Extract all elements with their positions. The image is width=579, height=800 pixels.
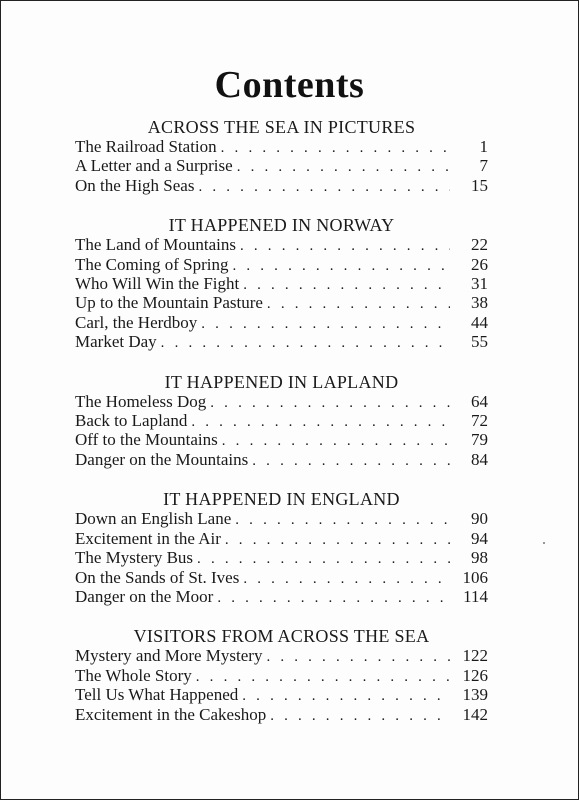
entry-title: On the High Seas bbox=[75, 175, 195, 195]
toc-section bbox=[75, 116, 488, 196]
toc-entry[interactable] bbox=[75, 647, 488, 666]
toc-entry[interactable] bbox=[75, 588, 488, 607]
page-number: 126 bbox=[462, 665, 488, 685]
table-of-contents bbox=[75, 116, 488, 743]
page-number: 44 bbox=[471, 312, 488, 332]
dot-leader bbox=[233, 159, 450, 176]
dot-leader bbox=[228, 258, 450, 275]
dot-leader bbox=[187, 414, 450, 431]
toc-entry[interactable] bbox=[75, 157, 488, 176]
page-number: 72 bbox=[471, 411, 488, 431]
toc-section bbox=[75, 214, 488, 352]
toc-entry[interactable] bbox=[75, 412, 488, 431]
section-heading: ACROSS THE SEA IN PICTURES bbox=[147, 117, 416, 137]
dot-leader bbox=[193, 551, 450, 568]
dot-leader bbox=[221, 532, 450, 549]
page-number: 64 bbox=[471, 391, 488, 411]
toc-entry[interactable] bbox=[75, 530, 488, 549]
toc-entry[interactable] bbox=[75, 451, 488, 470]
toc-entry[interactable] bbox=[75, 510, 488, 529]
entry-title: The Railroad Station bbox=[75, 137, 217, 156]
toc-section bbox=[75, 488, 488, 607]
page-number: 94 bbox=[471, 528, 488, 548]
dot-leader bbox=[248, 453, 450, 470]
entry-title: Mystery and More Mystery bbox=[75, 646, 263, 666]
dot-leader bbox=[194, 179, 450, 196]
toc-entry[interactable] bbox=[75, 314, 488, 333]
toc-entry[interactable] bbox=[75, 549, 488, 568]
toc-entry[interactable] bbox=[75, 138, 488, 157]
entry-title: Excitement in the Cakeshop bbox=[75, 704, 267, 724]
entry-title: The Coming of Spring bbox=[75, 254, 229, 274]
page-number: 26 bbox=[471, 254, 488, 274]
toc-entry[interactable] bbox=[75, 393, 488, 412]
toc-section bbox=[75, 625, 488, 725]
page-number: 55 bbox=[471, 332, 488, 352]
page-number: 139 bbox=[462, 685, 488, 705]
entry-title: Tell Us What Happened bbox=[75, 685, 239, 705]
toc-entry[interactable] bbox=[75, 275, 488, 294]
entry-title: Carl, the Herdboy bbox=[75, 312, 198, 332]
dot-leader bbox=[263, 296, 450, 313]
toc-entry[interactable] bbox=[75, 667, 488, 686]
page-number: 38 bbox=[471, 293, 488, 313]
page-number: 90 bbox=[471, 509, 488, 529]
dot-leader bbox=[239, 277, 450, 294]
entry-title: On the Sands of St. Ives bbox=[75, 567, 240, 587]
toc-entry[interactable] bbox=[75, 706, 488, 725]
dot-leader bbox=[266, 708, 450, 725]
toc-section bbox=[75, 371, 488, 471]
dot-leader bbox=[206, 395, 450, 412]
page-number: 142 bbox=[462, 704, 488, 724]
section-heading: VISITORS FROM ACROSS THE SEA bbox=[133, 626, 430, 647]
page-number: 7 bbox=[479, 156, 488, 176]
page-number: 1 bbox=[479, 137, 488, 156]
section-heading: IT HAPPENED IN NORWAY bbox=[168, 215, 395, 236]
entry-title: The Whole Story bbox=[75, 665, 192, 685]
entry-title: Off to the Mountains bbox=[75, 430, 218, 450]
toc-entry[interactable] bbox=[75, 294, 488, 313]
dot-leader bbox=[239, 571, 450, 588]
toc-entry[interactable] bbox=[75, 569, 488, 588]
dot-leader bbox=[238, 688, 450, 705]
toc-entry[interactable] bbox=[75, 686, 488, 705]
section-heading: IT HAPPENED IN ENGLAND bbox=[163, 489, 400, 510]
entry-title: Down an English Lane bbox=[75, 509, 232, 529]
entry-title: A Letter and a Surprise bbox=[75, 156, 233, 176]
page-number: 84 bbox=[471, 449, 488, 469]
scan-speck bbox=[543, 542, 545, 544]
entry-title: The Mystery Bus bbox=[75, 548, 194, 568]
entry-title: Who Will Win the Fight bbox=[75, 274, 240, 294]
dot-leader bbox=[236, 238, 450, 255]
dot-leader bbox=[262, 649, 450, 666]
entry-title: Danger on the Mountains bbox=[75, 449, 249, 469]
section-heading: IT HAPPENED IN LAPLAND bbox=[164, 371, 399, 392]
dot-leader bbox=[197, 316, 450, 333]
entry-title: Up to the Mountain Pasture bbox=[75, 293, 263, 313]
toc-entry[interactable] bbox=[75, 431, 488, 450]
page-number: 79 bbox=[471, 430, 488, 450]
dot-leader bbox=[231, 512, 450, 529]
page-number: 98 bbox=[471, 548, 488, 568]
page-number: 106 bbox=[462, 567, 488, 587]
dot-leader bbox=[157, 335, 450, 352]
dot-leader bbox=[218, 433, 450, 450]
toc-entry[interactable] bbox=[75, 333, 488, 352]
page-number: 15 bbox=[471, 175, 488, 195]
entry-title: Back to Lapland bbox=[75, 411, 188, 431]
page-number: 22 bbox=[471, 235, 488, 255]
entry-title: The Land of Mountains bbox=[75, 235, 236, 255]
toc-entry[interactable] bbox=[75, 256, 488, 275]
dot-leader bbox=[192, 669, 450, 686]
toc-entry[interactable] bbox=[75, 177, 488, 196]
page-number: 31 bbox=[471, 274, 488, 294]
entry-title: Excitement in the Air bbox=[75, 528, 221, 548]
page-number: 122 bbox=[462, 646, 488, 666]
entry-title: The Homeless Dog bbox=[75, 391, 207, 411]
dot-leader bbox=[213, 590, 450, 607]
page-title: Contents bbox=[214, 64, 365, 106]
dot-leader bbox=[217, 140, 450, 157]
entry-title: Danger on the Moor bbox=[75, 586, 214, 606]
toc-entry[interactable] bbox=[75, 236, 488, 255]
entry-title: Market Day bbox=[75, 332, 157, 352]
page-number: 114 bbox=[463, 586, 488, 606]
